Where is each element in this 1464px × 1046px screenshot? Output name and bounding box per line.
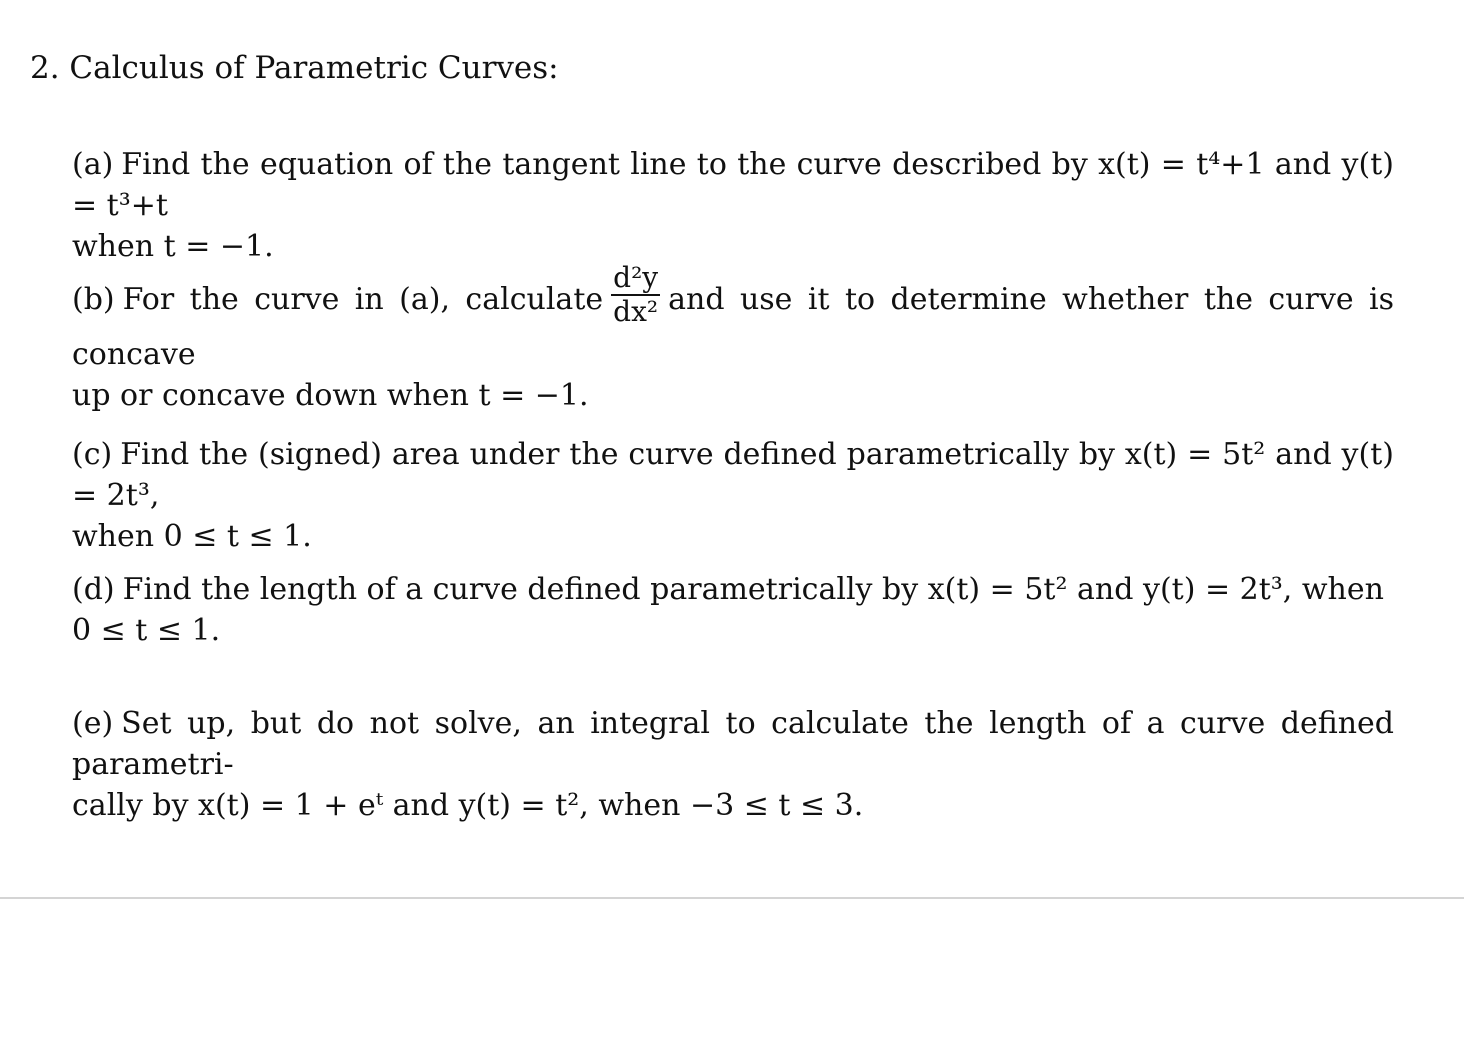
part-c-x-equation: x(t) = 5t² (1124, 437, 1266, 472)
part-c-y-equation: y(t) = 2t³, (72, 437, 1394, 513)
part-d-x-equation: x(t) = 5t² (927, 572, 1068, 607)
page-divider (0, 897, 1464, 899)
part-c (72, 434, 1394, 557)
part-e-line2: cally by x(t) = 1 + eᵗ and y(t) = t², when −3 ≤ t ≤ 3. (72, 788, 864, 823)
part-e-line1: Set up, but do not solve, an integral to calculate the length of a curve defined parametri- (72, 706, 1394, 782)
part-b-text: For the curve in (a), calculate (122, 282, 604, 317)
part-c-line2: when 0 ≤ t ≤ 1. (72, 519, 312, 554)
part-a-x-equation: x(t) = t⁴+1 (1098, 147, 1265, 182)
part-c-text: Find the (signed) area under the curve defined parametrically by (120, 437, 1115, 472)
part-b (72, 261, 1394, 416)
part-a-text: Find the equation of the tangent line to the curve described by (121, 147, 1088, 182)
part-a-y-equation: y(t) = t³+t (72, 147, 1394, 223)
part-d-y-equation: y(t) = 2t³, when (1143, 572, 1384, 607)
part-a-line2: when t = −1. (72, 229, 274, 264)
part-b-line2: up or concave down when t = −1. (72, 378, 589, 413)
part-a (72, 144, 1394, 267)
part-c-label: (c) (72, 437, 113, 472)
part-a-label: (a) (72, 147, 114, 182)
part-d-line2: 0 ≤ t ≤ 1. (72, 613, 221, 648)
problem-heading: 2. Calculus of Parametric Curves: (30, 50, 559, 86)
part-b-text-after: and use it to determine whether the curve is concave (72, 282, 1394, 372)
part-c-and: and (1275, 437, 1332, 472)
part-a-and: and (1274, 147, 1332, 182)
part-e (72, 703, 1394, 826)
part-d (72, 569, 1394, 651)
part-d-label: (d) (72, 572, 115, 607)
second-derivative-fraction (611, 262, 660, 328)
part-e-label: (e) (72, 706, 114, 741)
fraction-numerator: d²y (613, 261, 659, 294)
fraction-denominator: dx² (613, 295, 659, 328)
part-d-and: and (1077, 572, 1134, 607)
part-b-label: (b) (72, 282, 115, 317)
part-d-text: Find the length of a curve defined parametrically by (122, 572, 919, 607)
